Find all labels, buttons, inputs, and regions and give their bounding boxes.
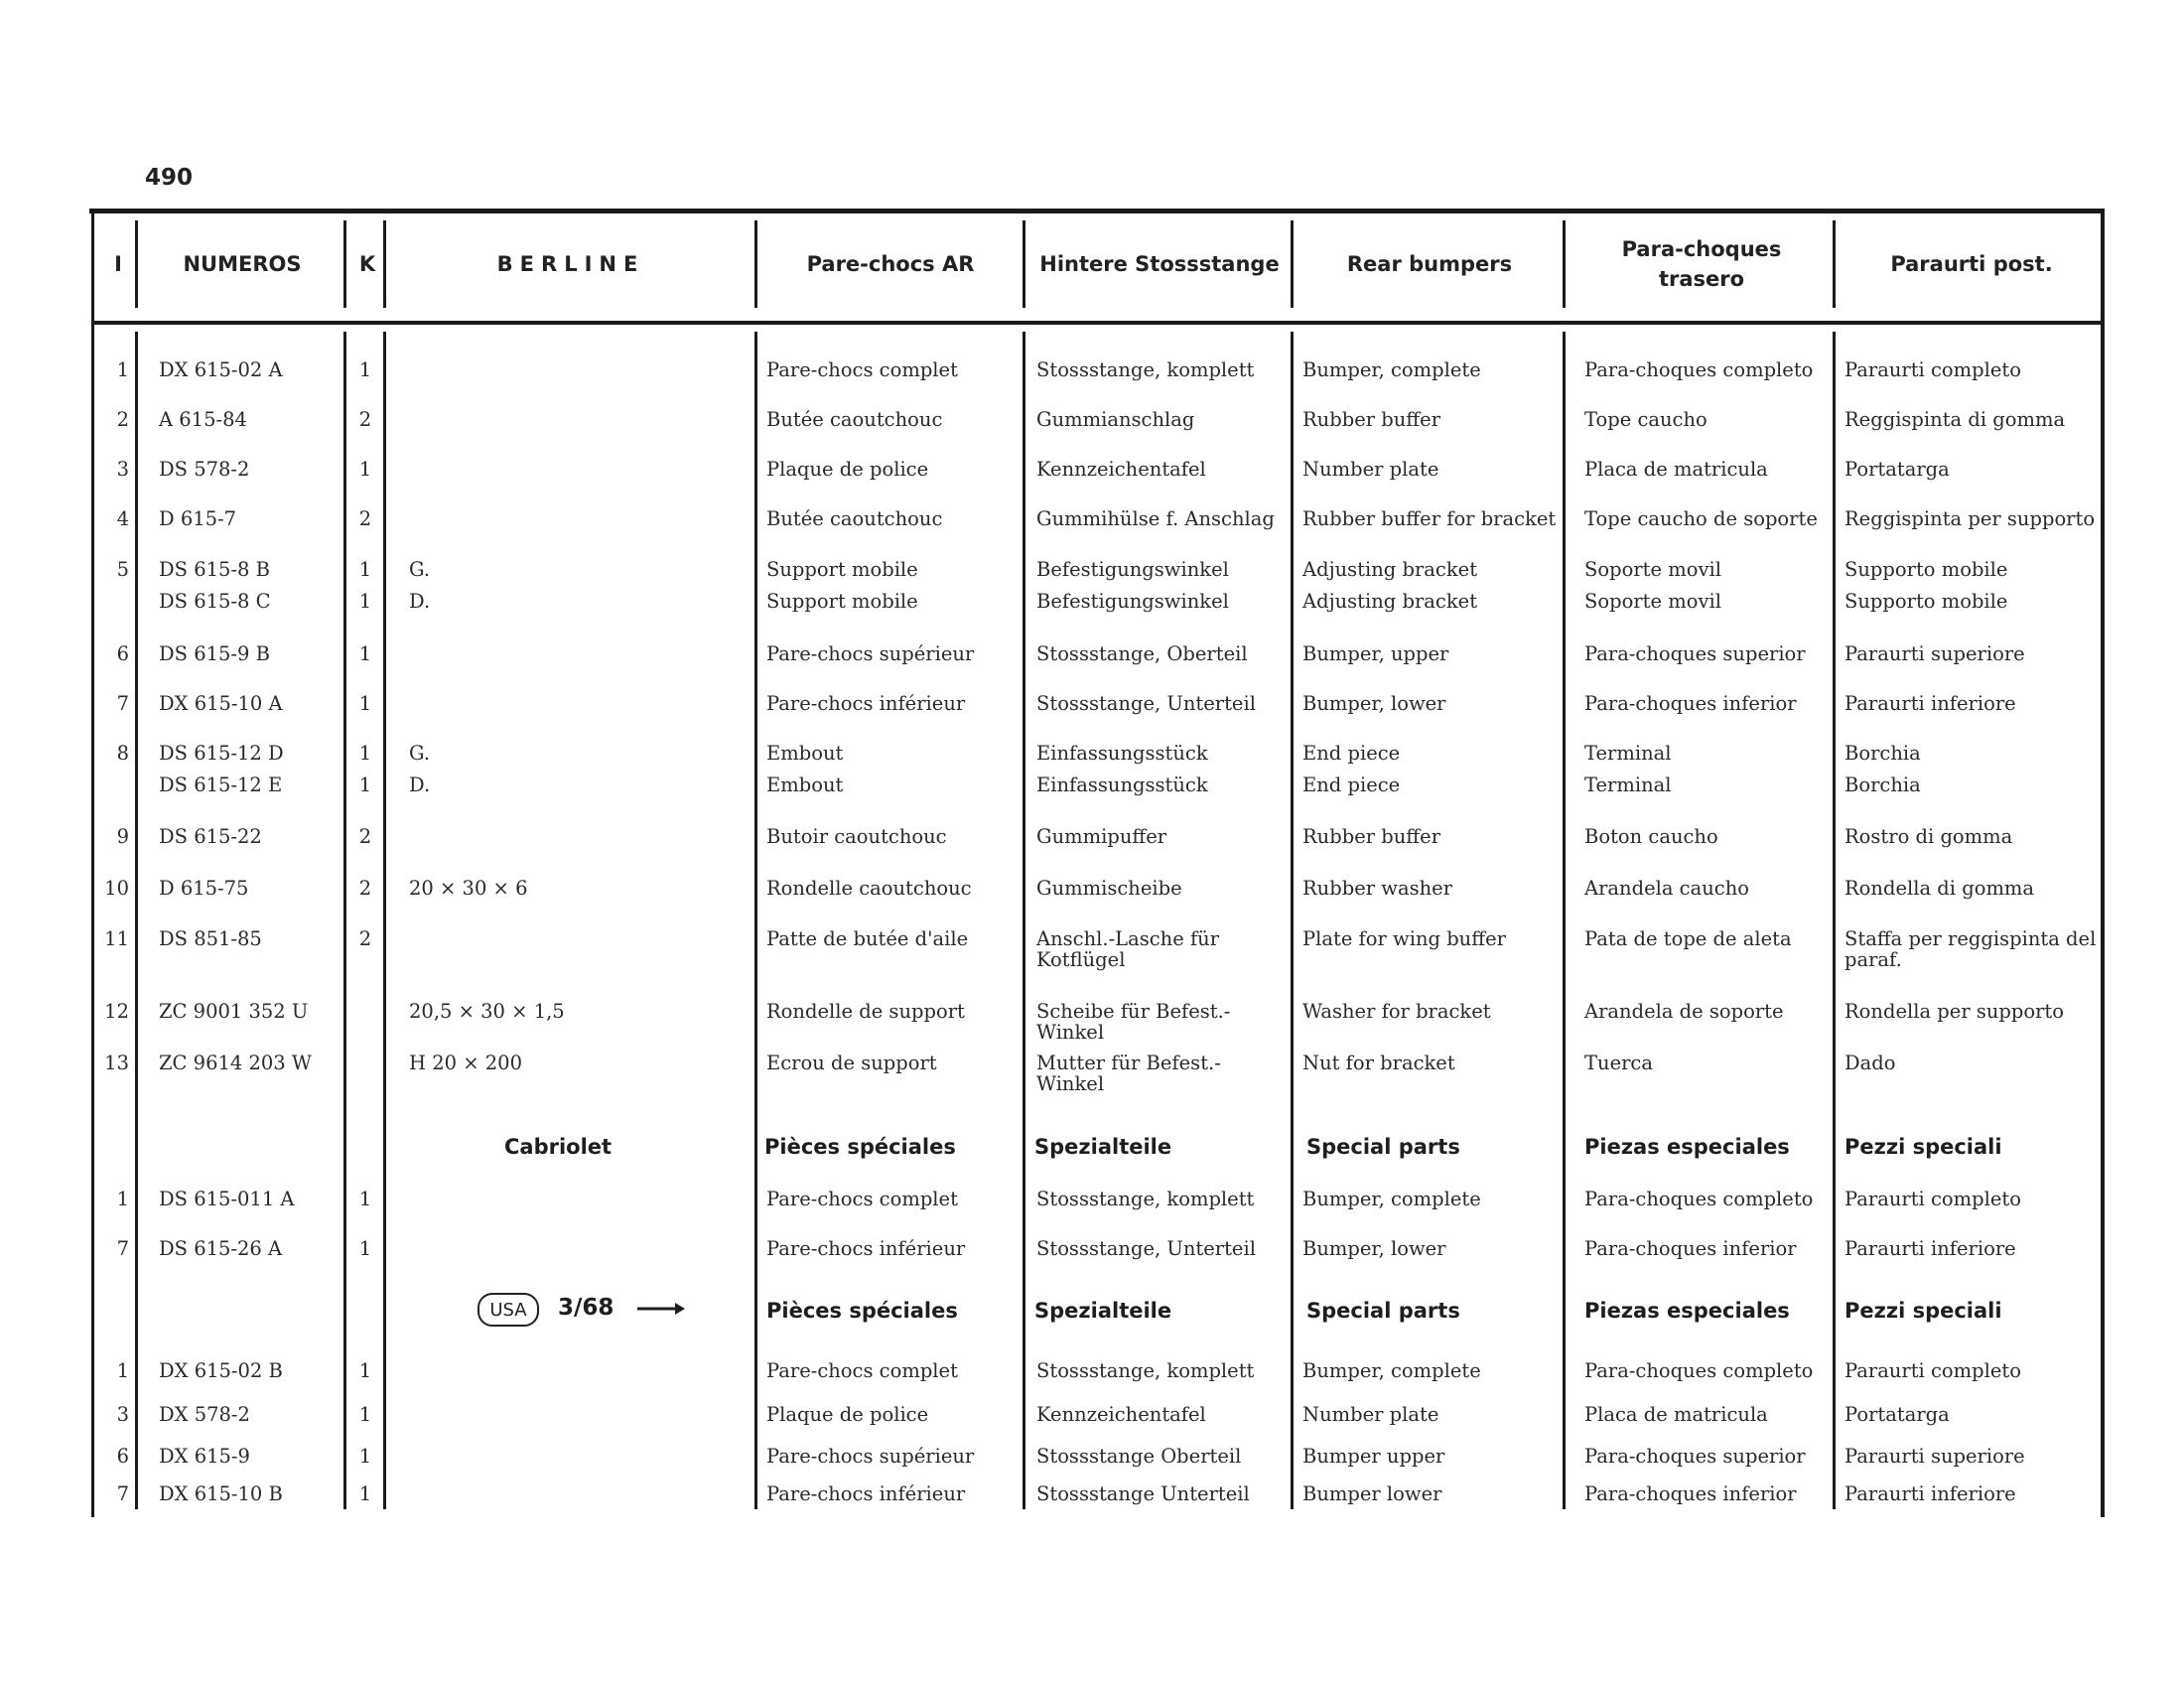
row-2-en: Rubber buffer xyxy=(1302,408,1441,431)
row-8-2-spec: D. xyxy=(409,774,431,796)
row-2-es: Tope caucho xyxy=(1584,408,1707,431)
row-8-1-de: Einfassungsstück xyxy=(1036,742,1208,765)
col-header-fr: Pare-chocs AR xyxy=(806,251,975,276)
row-8-2-en: End piece xyxy=(1302,774,1401,796)
row-8-2-it: Borchia xyxy=(1844,774,1921,796)
col-header-es xyxy=(1567,220,1837,308)
header-column-rule xyxy=(1563,220,1566,308)
row-8-1-qty: 1 xyxy=(358,742,372,765)
row-2-number: A 615-84 xyxy=(159,408,247,431)
column-rule xyxy=(383,332,386,1509)
row-2-it: Reggispinta di gomma xyxy=(1844,408,2066,431)
row-6-qty: 1 xyxy=(358,642,372,665)
usa-row-7-de: Stossstange Unterteil xyxy=(1036,1482,1250,1505)
usa-row-7-qty: 1 xyxy=(358,1482,372,1505)
row-12-en: Washer for bracket xyxy=(1302,1000,1491,1023)
cabriolet-row-7-number: DS 615-26 A xyxy=(159,1237,283,1260)
header-column-rule xyxy=(343,220,346,308)
usa-row-3-en: Number plate xyxy=(1302,1403,1439,1426)
row-9-it: Rostro di gomma xyxy=(1844,825,2013,848)
row-11-number: DS 851-85 xyxy=(159,927,262,950)
row-13-it: Dado xyxy=(1844,1052,1896,1074)
usa-row-3-number: DX 578-2 xyxy=(159,1403,250,1426)
row-3-en: Number plate xyxy=(1302,458,1439,481)
cabriolet-row-1-number: DS 615-011 A xyxy=(159,1188,295,1210)
section-cabriolet-en: Special parts xyxy=(1306,1135,1460,1159)
usa-row-1-fr: Pare-chocs complet xyxy=(766,1359,958,1382)
row-5-1-spec: G. xyxy=(409,558,431,581)
row-10-en: Rubber washer xyxy=(1302,877,1453,900)
usa-row-1-es: Para-choques completo xyxy=(1584,1359,1814,1382)
header-column-rule xyxy=(135,220,138,308)
row-2-de: Gummianschlag xyxy=(1036,408,1195,431)
section-cabriolet-it: Pezzi speciali xyxy=(1844,1135,2002,1159)
row-index: 6 xyxy=(116,642,129,665)
row-4-fr: Butée caoutchouc xyxy=(766,507,943,530)
usa-row-index: 1 xyxy=(116,1359,129,1382)
row-13-number: ZC 9614 203 W xyxy=(159,1052,312,1074)
row-index: 3 xyxy=(116,458,129,481)
row-4-qty: 2 xyxy=(358,507,372,530)
section-usa-fr: Pièces spéciales xyxy=(766,1299,958,1323)
row-7-it: Paraurti inferiore xyxy=(1844,692,2016,715)
usa-row-1-en: Bumper, complete xyxy=(1302,1359,1481,1382)
row-9-de: Gummipuffer xyxy=(1036,825,1167,848)
row-12-es: Arandela de soporte xyxy=(1584,1000,1784,1023)
row-5-1-es: Soporte movil xyxy=(1584,558,1721,581)
cabriolet-row-1-it: Paraurti completo xyxy=(1844,1188,2021,1210)
usa-row-7-number: DX 615-10 B xyxy=(159,1482,283,1505)
row-12-it: Rondella per supporto xyxy=(1844,1000,2065,1023)
row-11-qty: 2 xyxy=(358,927,372,950)
usa-row-index: 7 xyxy=(116,1482,129,1505)
row-13-de: Mutter für Befest.-Winkel xyxy=(1036,1052,1221,1095)
column-rule xyxy=(1291,332,1294,1509)
row-5-1-fr: Support mobile xyxy=(766,558,918,581)
cabriolet-row-index: 1 xyxy=(116,1188,129,1210)
row-8-1-number: DS 615-12 D xyxy=(159,742,284,765)
row-5-1-it: Supporto mobile xyxy=(1844,558,2008,581)
cabriolet-row-7-de: Stossstange, Unterteil xyxy=(1036,1237,1256,1260)
row-1-number: DX 615-02 A xyxy=(159,358,283,381)
cabriolet-row-1-es: Para-choques completo xyxy=(1584,1188,1814,1210)
usa-row-3-qty: 1 xyxy=(358,1403,372,1426)
page-number: 490 xyxy=(145,165,194,191)
row-6-it: Paraurti superiore xyxy=(1844,642,2025,665)
row-1-en: Bumper, complete xyxy=(1302,358,1481,381)
column-rule xyxy=(343,332,346,1509)
cabriolet-row-7-it: Paraurti inferiore xyxy=(1844,1237,2016,1260)
row-1-fr: Pare-chocs complet xyxy=(766,358,958,381)
column-rule xyxy=(1023,332,1025,1509)
usa-row-6-qty: 1 xyxy=(358,1445,372,1468)
usa-row-1-qty: 1 xyxy=(358,1359,372,1382)
row-10-fr: Rondelle caoutchouc xyxy=(766,877,972,900)
usa-row-6-fr: Pare-chocs supérieur xyxy=(766,1445,975,1468)
row-8-2-number: DS 615-12 E xyxy=(159,774,283,796)
section-usa-it: Pezzi speciali xyxy=(1844,1299,2002,1323)
row-7-en: Bumper, lower xyxy=(1302,692,1446,715)
row-9-qty: 2 xyxy=(358,825,372,848)
usa-row-6-number: DX 615-9 xyxy=(159,1445,250,1468)
row-7-de: Stossstange, Unterteil xyxy=(1036,692,1256,715)
header-column-rule xyxy=(1833,220,1836,308)
row-9-number: DS 615-22 xyxy=(159,825,262,848)
row-3-de: Kennzeichentafel xyxy=(1036,458,1206,481)
col-header-it: Paraurti post. xyxy=(1890,251,2053,276)
row-5-2-it: Supporto mobile xyxy=(1844,590,2008,613)
usa-row-index: 3 xyxy=(116,1403,129,1426)
usa-row-7-es: Para-choques inferior xyxy=(1584,1482,1797,1505)
row-13-en: Nut for bracket xyxy=(1302,1052,1455,1074)
row-4-en: Rubber buffer for bracket xyxy=(1302,507,1557,530)
row-index: 1 xyxy=(116,358,129,381)
section-usa-es: Piezas especiales xyxy=(1584,1299,1790,1323)
row-3-es: Placa de matricula xyxy=(1584,458,1768,481)
row-5-2-spec: D. xyxy=(409,590,431,613)
row-13-fr: Ecrou de support xyxy=(766,1052,937,1074)
row-index: 11 xyxy=(104,927,129,950)
col-header-de: Hintere Stossstange xyxy=(1039,251,1280,276)
cabriolet-row-1-qty: 1 xyxy=(358,1188,372,1210)
usa-date: 3/68 xyxy=(558,1295,614,1321)
row-index: 2 xyxy=(116,408,129,431)
row-12-spec: 20,5 × 30 × 1,5 xyxy=(409,1000,565,1023)
cabriolet-row-1-en: Bumper, complete xyxy=(1302,1188,1481,1210)
row-10-qty: 2 xyxy=(358,877,372,900)
row-8-1-it: Borchia xyxy=(1844,742,1921,765)
row-13-spec: H 20 × 200 xyxy=(409,1052,522,1074)
cabriolet-row-7-en: Bumper, lower xyxy=(1302,1237,1446,1260)
row-index: 9 xyxy=(116,825,129,848)
row-7-fr: Pare-chocs inférieur xyxy=(766,692,966,715)
row-8-2-qty: 1 xyxy=(358,774,372,796)
row-3-qty: 1 xyxy=(358,458,372,481)
header-bottom-rule xyxy=(93,321,2105,325)
row-index: 13 xyxy=(104,1052,129,1074)
row-6-fr: Pare-chocs supérieur xyxy=(766,642,975,665)
cabriolet-row-index: 7 xyxy=(116,1237,129,1260)
row-6-es: Para-choques superior xyxy=(1584,642,1806,665)
row-2-qty: 2 xyxy=(358,408,372,431)
table-top-border xyxy=(89,209,2105,213)
usa-row-3-de: Kennzeichentafel xyxy=(1036,1403,1206,1426)
row-7-number: DX 615-10 A xyxy=(159,692,283,715)
row-8-2-de: Einfassungsstück xyxy=(1036,774,1208,796)
row-12-fr: Rondelle de support xyxy=(766,1000,965,1023)
row-6-de: Stossstange, Oberteil xyxy=(1036,642,1248,665)
col-header-en: Rear bumpers xyxy=(1346,251,1513,276)
header-column-rule xyxy=(383,220,386,308)
column-rule xyxy=(1563,332,1566,1509)
row-5-1-en: Adjusting bracket xyxy=(1302,558,1478,581)
row-index: 4 xyxy=(116,507,129,530)
row-4-it: Reggispinta per supporto xyxy=(1844,507,2096,530)
row-1-it: Paraurti completo xyxy=(1844,358,2021,381)
col-header-es-line2: trasero xyxy=(1658,267,1745,291)
col-header-numeros: NUMEROS xyxy=(183,251,302,276)
row-2-fr: Butée caoutchouc xyxy=(766,408,943,431)
row-1-qty: 1 xyxy=(358,358,372,381)
row-index: 10 xyxy=(104,877,129,900)
usa-row-6-en: Bumper upper xyxy=(1302,1445,1445,1468)
row-7-es: Para-choques inferior xyxy=(1584,692,1797,715)
section-cabriolet-de: Spezialteile xyxy=(1034,1135,1172,1159)
usa-row-1-number: DX 615-02 B xyxy=(159,1359,283,1382)
usa-row-7-en: Bumper lower xyxy=(1302,1482,1442,1505)
column-rule xyxy=(1833,332,1836,1509)
table-left-border xyxy=(91,209,94,1517)
row-8-1-fr: Embout xyxy=(766,742,844,765)
section-usa-de: Spezialteile xyxy=(1034,1299,1172,1323)
usa-row-1-it: Paraurti completo xyxy=(1844,1359,2021,1382)
row-index: 5 xyxy=(116,558,129,581)
cabriolet-row-1-de: Stossstange, komplett xyxy=(1036,1188,1255,1210)
row-9-fr: Butoir caoutchouc xyxy=(766,825,947,848)
usa-row-index: 6 xyxy=(116,1445,129,1468)
column-rule xyxy=(754,332,757,1509)
row-10-de: Gummischeibe xyxy=(1036,877,1182,900)
header-column-rule xyxy=(754,220,757,308)
row-5-1-de: Befestigungswinkel xyxy=(1036,558,1229,581)
arrow-right-icon xyxy=(635,1295,687,1323)
row-11-fr: Patte de butée d'aile xyxy=(766,927,969,950)
usa-row-1-de: Stossstange, komplett xyxy=(1036,1359,1255,1382)
col-header-es-line1: Para-choques xyxy=(1621,236,1782,261)
row-index: 12 xyxy=(104,1000,129,1023)
column-rule xyxy=(135,332,138,1509)
usa-row-6-es: Para-choques superior xyxy=(1584,1445,1806,1468)
usa-row-7-fr: Pare-chocs inférieur xyxy=(766,1482,966,1505)
row-6-number: DS 615-9 B xyxy=(159,642,270,665)
header-column-rule xyxy=(1291,220,1294,308)
usa-row-3-fr: Plaque de police xyxy=(766,1403,929,1426)
row-10-spec: 20 × 30 × 6 xyxy=(409,877,528,900)
col-header-k: K xyxy=(358,251,376,276)
row-4-es: Tope caucho de soporte xyxy=(1584,507,1818,530)
row-5-1-qty: 1 xyxy=(358,558,372,581)
row-8-1-es: Terminal xyxy=(1584,742,1672,765)
row-10-it: Rondella di gomma xyxy=(1844,877,2035,900)
row-12-number: ZC 9001 352 U xyxy=(159,1000,309,1023)
usa-row-6-it: Paraurti superiore xyxy=(1844,1445,2025,1468)
col-header-index: I xyxy=(114,251,122,276)
row-11-es: Pata de tope de aleta xyxy=(1584,927,1792,950)
row-11-it: Staffa per reggispinta del paraf. xyxy=(1844,927,2097,971)
section-label-cabriolet: Cabriolet xyxy=(504,1135,613,1159)
row-5-2-es: Soporte movil xyxy=(1584,590,1721,613)
row-10-number: D 615-75 xyxy=(159,877,249,900)
row-5-2-fr: Support mobile xyxy=(766,590,918,613)
row-8-1-en: End piece xyxy=(1302,742,1401,765)
cabriolet-row-1-fr: Pare-chocs complet xyxy=(766,1188,958,1210)
row-5-2-number: DS 615-8 C xyxy=(159,590,271,613)
row-9-en: Rubber buffer xyxy=(1302,825,1441,848)
row-1-es: Para-choques completo xyxy=(1584,358,1814,381)
row-4-de: Gummihülse f. Anschlag xyxy=(1036,507,1275,530)
row-5-2-qty: 1 xyxy=(358,590,372,613)
header-column-rule xyxy=(1023,220,1025,308)
row-3-it: Portatarga xyxy=(1844,458,1950,481)
row-5-2-en: Adjusting bracket xyxy=(1302,590,1478,613)
row-9-es: Boton caucho xyxy=(1584,825,1718,848)
row-8-2-es: Terminal xyxy=(1584,774,1672,796)
row-6-en: Bumper, upper xyxy=(1302,642,1449,665)
row-5-1-number: DS 615-8 B xyxy=(159,558,270,581)
section-cabriolet-fr: Pièces spéciales xyxy=(764,1135,956,1159)
table-right-border xyxy=(2101,209,2105,1517)
row-12-de: Scheibe für Befest.-Winkel xyxy=(1036,1000,1231,1044)
section-cabriolet-es: Piezas especiales xyxy=(1584,1135,1790,1159)
row-index: 8 xyxy=(116,742,129,765)
col-header-berline: BERLINE xyxy=(496,251,645,276)
row-10-es: Arandela caucho xyxy=(1584,877,1749,900)
usa-badge: USA xyxy=(478,1293,539,1327)
row-11-en: Plate for wing buffer xyxy=(1302,927,1506,950)
cabriolet-row-7-es: Para-choques inferior xyxy=(1584,1237,1797,1260)
row-8-1-spec: G. xyxy=(409,742,431,765)
row-1-de: Stossstange, komplett xyxy=(1036,358,1255,381)
row-4-number: D 615-7 xyxy=(159,507,237,530)
usa-row-3-es: Placa de matricula xyxy=(1584,1403,1768,1426)
section-usa-en: Special parts xyxy=(1306,1299,1460,1323)
usa-row-3-it: Portatarga xyxy=(1844,1403,1950,1426)
cabriolet-row-7-fr: Pare-chocs inférieur xyxy=(766,1237,966,1260)
usa-row-7-it: Paraurti inferiore xyxy=(1844,1482,2016,1505)
cabriolet-row-7-qty: 1 xyxy=(358,1237,372,1260)
usa-row-6-de: Stossstange Oberteil xyxy=(1036,1445,1242,1468)
row-3-number: DS 578-2 xyxy=(159,458,250,481)
row-11-de: Anschl.-Lasche für Kotflügel xyxy=(1036,927,1220,971)
row-5-2-de: Befestigungswinkel xyxy=(1036,590,1229,613)
row-7-qty: 1 xyxy=(358,692,372,715)
row-3-fr: Plaque de police xyxy=(766,458,929,481)
row-13-es: Tuerca xyxy=(1584,1052,1653,1074)
row-index: 7 xyxy=(116,692,129,715)
row-8-2-fr: Embout xyxy=(766,774,844,796)
